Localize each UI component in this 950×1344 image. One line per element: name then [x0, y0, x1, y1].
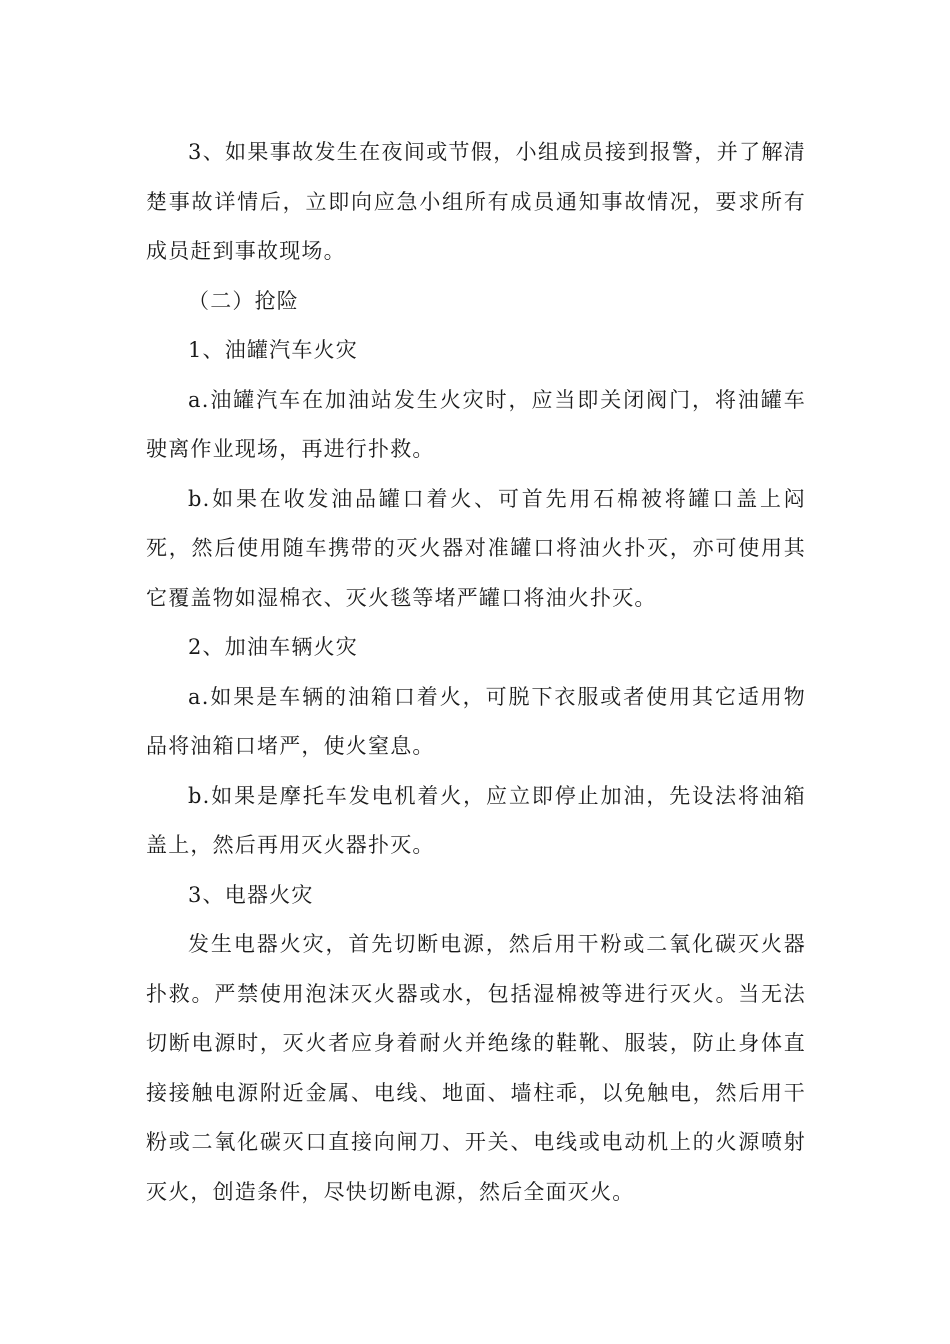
paragraph-vehicle-fire-b: b.如果是摩托车发电机着火，应立即停止加油，先设法将油箱盖上，然后再用灭火器扑灭。 — [146, 783, 806, 857]
paragraph-tanker-fire-a: a.油罐汽车在加油站发生火灾时，应当即关闭阀门，将油罐车驶离作业现场，再进行扑救。 — [146, 387, 806, 461]
subheading-vehicle-fire: 2、加油车辆火灾 — [188, 635, 358, 659]
section-heading-rescue: （二）抢险 — [188, 288, 299, 313]
paragraph-electrical-fire: 发生电器火灾，首先切断电源，然后用干粉或二氧化碳灭火器扑救。严禁使用泡沫灭火器或水，包括湿棉被等进行灭火。当无法切断电源时，灭火者应身着耐火并绝缘的鞋靴、服装，防止身体直接接触电源附近金属、电线、地面、墙柱乖，以免触电，然后用干粉或二氧化碳灭口直接向闸刀、开关、电线或电动机上的火源喷射灭火，创造条件，尽快切断电源，然后全面灭火。 — [146, 932, 806, 1204]
paragraph-tanker-fire-b: b.如果在收发油品罐口着火、可首先用石棉被将罐口盖上闷死，然后使用随车携带的灭火器对准罐口将油火扑灭，亦可使用其它覆盖物如湿棉衣、灭火毯等堵严罐口将油火扑灭。 — [146, 486, 806, 610]
subheading-electrical-fire: 3、电器火灾 — [188, 882, 314, 907]
document-body — [146, 128, 806, 1217]
subheading-tanker-fire: 1、油罐汽车火灾 — [188, 338, 358, 362]
paragraph-night-holiday-report: 3、如果事故发生在夜间或节假，小组成员接到报警，并了解清楚事故详情后，立即向应急小组所有成员通知事故情况，要求所有成员赶到事故现场。 — [146, 140, 806, 263]
paragraph-vehicle-fire-a: a.如果是车辆的油箱口着火，可脱下衣服或者使用其它适用物品将油箱口堵严，使火窒息。 — [146, 684, 806, 758]
